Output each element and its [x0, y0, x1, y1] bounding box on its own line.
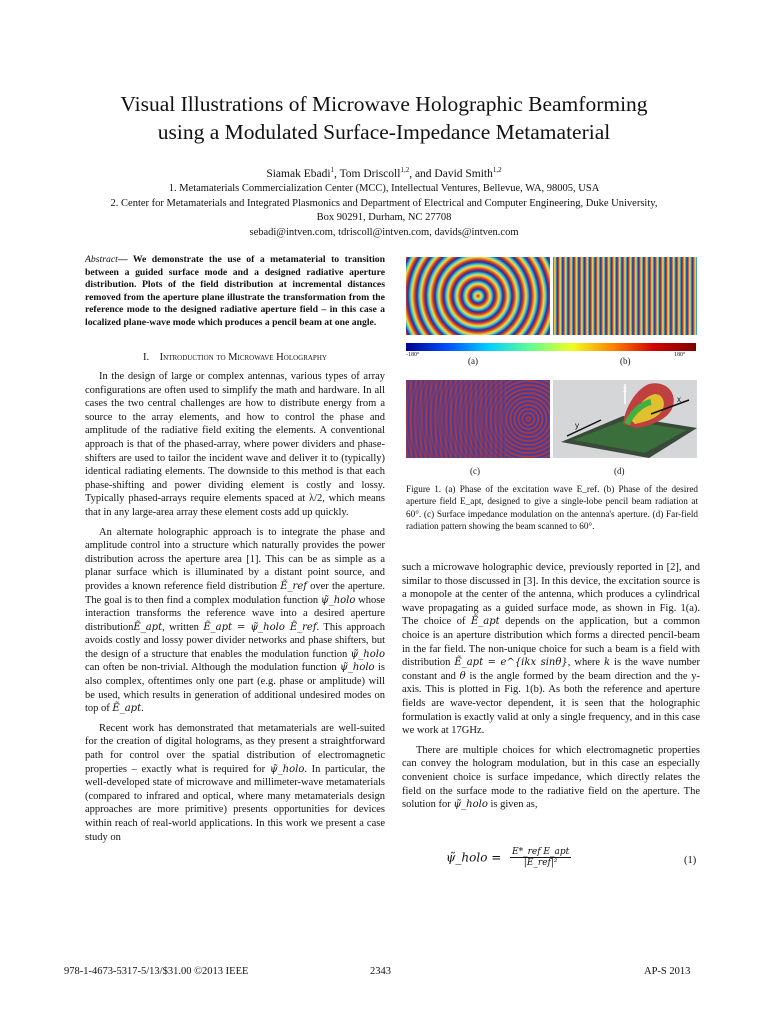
fig-label-b: (b): [620, 356, 631, 366]
math-theta: θ: [459, 670, 466, 682]
text-span: is the wave number constant and: [402, 657, 701, 682]
text-span: is given as,: [487, 799, 538, 811]
section-title: Introduction to Microwave Holography: [159, 352, 327, 363]
figure-1a-excitation-phase: [406, 257, 550, 335]
figure-1c-overlay: [406, 380, 506, 458]
math-psi-holo: ψ̃_holo: [350, 648, 385, 660]
math-e-apt: Ẽ_apt: [470, 616, 500, 628]
text-span: is also complex, oftentimes only one part (e.g. phase or amplitude) will be used, which results in generation of additional undesired modes on top of: [85, 662, 385, 715]
affiliation-1: 1. Metamaterials Commercialization Center (MCC), Intellectual Ventures, Bellevue, WA, 98005, USA: [168, 183, 600, 194]
title-line-1: Visual Illustrations of Microwave Holographic Beamforming: [120, 92, 648, 116]
abstract-text: We demonstrate the use of a metamaterial to transition between a guided surface mode and a designed radiative aperture distribution. Plots of the field distribution at incremental distances removed from the aperture plane illustrate the transformation from the reference mode to the designed radiative aperture field – in this case a localized plane-wave mode which produces a pencil beam at one angle.: [85, 254, 386, 328]
fig-label-a: (a): [468, 356, 478, 366]
author-2: , Tom Driscoll: [334, 167, 401, 180]
math-k: k: [604, 657, 611, 669]
text-span: depends on the application, but a common choice is an aperture distribution which forms a directed pencil-beam in the far field. The non-unique choice for such a beam is a field with distribution: [402, 616, 700, 669]
axis-z-label: z: [623, 385, 627, 394]
figure-1d-far-field-pattern: [553, 380, 697, 458]
footer-copyright: 978-1-4673-5317-5/13/$31.00 ©2013 IEEE: [64, 966, 249, 977]
math-relation: Ẽ_apt = ψ̃_holo Ẽ_ref: [203, 621, 317, 633]
paragraph-metamaterials: [85, 722, 385, 844]
abstract-dash: —: [117, 254, 133, 265]
text-span: can often be non-trivial. Although the modulation function: [85, 662, 341, 674]
fig-label-d: (d): [614, 466, 625, 476]
section-heading-1: [85, 352, 385, 363]
text-span: There are multiple choices for which electromagnetic properties can convey the hologram modulation, but in this case an especially convenient choice is surface impedance, which directly relates the field on the surface mode to the radiative field on the aperture. The solution for: [402, 744, 700, 811]
eq-numerator: E*_ref E_apt: [512, 847, 570, 857]
paragraph-device-description: [402, 561, 700, 738]
text-span: An alternate holographic approach is to integrate the phase and amplitude control into a structure which naturally provides the power distribution across the aperture area [1]. This can be as simple as a planar surface which is illuminated by a distant point source, and provides a known reference field distribution: [85, 526, 385, 592]
axis-x-label: x: [677, 395, 681, 404]
math-psi-holo: ψ̃_holo: [340, 662, 375, 674]
phase-colorbar: [406, 343, 696, 351]
math-e-apt: Ẽ_apt: [112, 703, 142, 715]
text-span: over the aperture. The goal is to then find a complex modulation function: [85, 580, 385, 606]
math-e-apt: Ẽ_apt: [133, 621, 163, 633]
figure-1-caption: Figure 1. (a) Phase of the excitation wave E_ref. (b) Phase of the desired aperture field E_apt, designed to give a single-lobe pencil beam radiation at 60°. (c) Surface impedance modulation on the antenna's aperture. (d) Far-field radiation pattern showing the beam scanned to 60°.: [406, 484, 698, 532]
author-3: , and David Smith: [409, 167, 493, 180]
math-e-ref: Ẽ_ref: [280, 580, 307, 592]
paper-title: [60, 90, 708, 146]
text-span: is the angle formed by the beam direction and the y-axis. This is plotted in Fig. 1(b). As both the reference and aperture fields are wave-vector dependent, it is seen that the holographic formulation is exactly valid at only a single frequency, and in this case we work at 17GHz.: [402, 670, 701, 737]
author-emails: sebadi@intven.com, tdriscoll@intven.com, davids@intven.com: [249, 227, 519, 238]
paragraph-surface-impedance: [402, 744, 700, 812]
affiliation-2: 2. Center for Metamaterials and Integrated Plasmonics and Department of Electrical and Computer Engineering, Duke University,: [110, 198, 658, 209]
text-span: such a microwave holographic device, previously reported in [2], and similar to those discussed in [3]. In this device, the excitation source is a monopole at the center of the antenna, which produces a cylindrical wave propagating as a guided surface mode, as shown in Fig. 1(a). The choice of: [402, 562, 700, 628]
equation-1: [446, 847, 571, 868]
eq-lhs: ψ̃_holo =: [446, 850, 502, 865]
colorbar-max-label: 180°: [674, 352, 686, 358]
math-psi-holo: ψ̃_holo: [453, 799, 488, 811]
equation-number: (1): [684, 855, 697, 866]
eq-fraction: [510, 847, 571, 868]
section-number: I.: [143, 352, 150, 363]
text-span: Recent work has demonstrated that metamaterials are well-suited for the creation of digital holograms, as they present a straightforward path for control over the spatial distribution of electromagnetic properties – exactly what is required for: [85, 722, 385, 775]
fig-label-c: (c): [470, 466, 480, 476]
text-span: .: [141, 703, 144, 715]
author-1: Siamak Ebadi: [266, 167, 331, 180]
abstract-lead: Abstract: [85, 254, 118, 265]
far-field-svg: [553, 380, 697, 458]
figure-1b-aperture-phase: [553, 257, 697, 335]
footer-page-number: 2343: [370, 966, 391, 977]
author-2-affil: 1,2: [400, 166, 410, 174]
text-span: whose interaction transforms the reference wave into a desired aperture distribution: [85, 594, 385, 633]
right-column-body: [402, 561, 700, 818]
footer-conference: AP-S 2013: [644, 966, 691, 977]
axis-y-label: y: [575, 421, 579, 430]
math-e-apt-equation: Ẽ_apt = e^{ikx sinθ}: [454, 657, 568, 669]
title-line-2: using a Modulated Surface-Impedance Metamaterial: [157, 120, 611, 144]
eq-denominator: |E_ref|²: [523, 858, 558, 868]
math-psi-holo: ψ̃_holo: [320, 594, 356, 606]
left-column-body: [85, 370, 385, 850]
affiliation-2-address: Box 90291, Durham, NC 27708: [316, 212, 452, 223]
abstract: [85, 254, 385, 330]
text-span: , where: [567, 657, 604, 669]
author-1-affil: 1: [330, 166, 335, 174]
math-psi-holo: ψ̃_holo: [269, 763, 305, 775]
paragraph-intro: In the design of large or complex antennas, various types of array configurations are often used to simplify the math and hardware. In all cases the two central challenges are how to distribute energy from a source to the array elements, and how to control the phase and amplitude of the radiative field exiting the elements. A conventional approach is that of the phased-array, where power dividers and phase-shifters are used to tailor the incident wave and deliver it to (typically) identical radiating elements. The downside to this method is that each phase-shifting and power dividing element is costly and lossy. Typically phased-arrays require elements spaced at λ/2, which means that in any large-area array these element costs add up quickly.: [85, 371, 385, 518]
author-list: [60, 166, 708, 180]
text-span: . This approach avoids costly and lossy power divider networks and phase shifters, but the design of a structure that enables the modulation function: [85, 621, 385, 660]
text-span: , written: [162, 621, 204, 633]
paragraph-holographic-approach: [85, 526, 385, 716]
text-span: . In particular, the well-developed state of microwave and millimeter-wave metamaterials (compared to infrared and optical, where many metamaterials design approaches are more primitive) presents opportunities for devices within reach of real-world applications. In this work we present a case study on: [85, 763, 385, 843]
author-3-affil: 1,2: [492, 166, 502, 174]
colorbar-min-label: -180°: [406, 352, 420, 358]
